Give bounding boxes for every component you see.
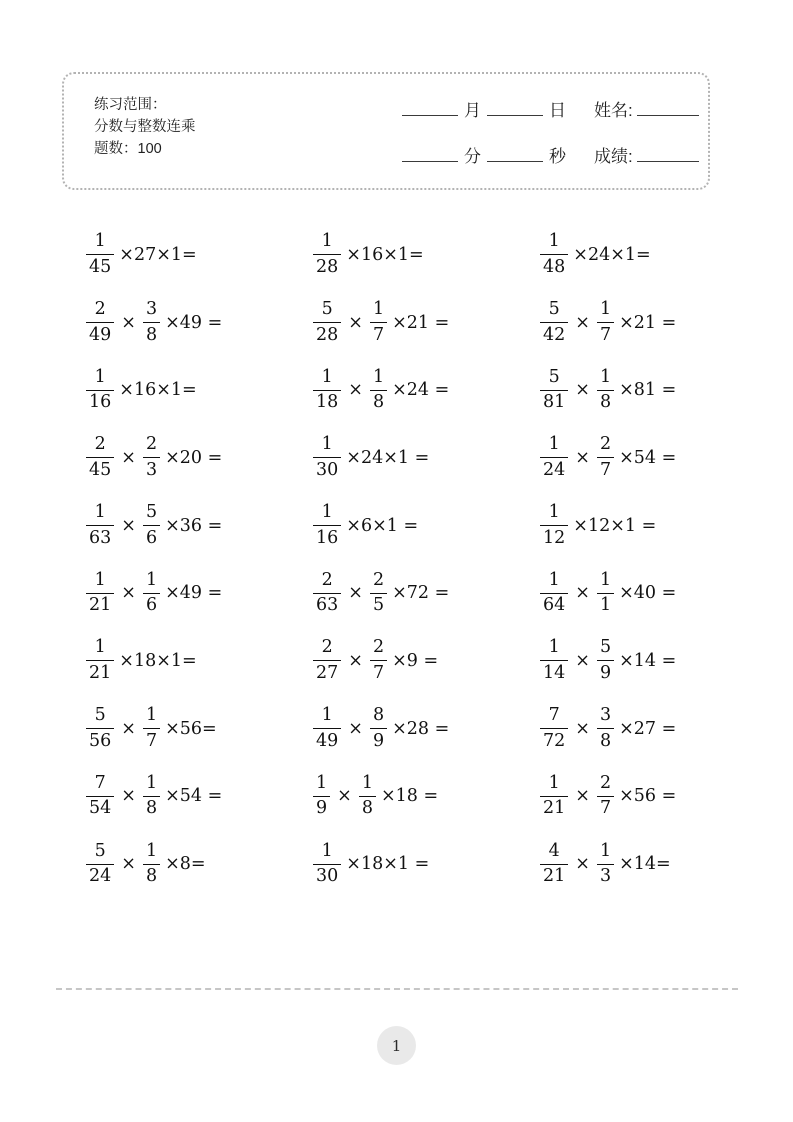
day-label: 日 xyxy=(549,101,566,120)
fraction xyxy=(540,639,568,682)
denominator: 12 xyxy=(540,525,568,547)
numerator: 2 xyxy=(372,569,385,590)
fraction xyxy=(86,707,114,750)
multiply-operator: × xyxy=(121,447,136,468)
numerator: 1 xyxy=(321,366,333,387)
denominator: 18 xyxy=(313,390,341,412)
name-blank xyxy=(637,101,699,116)
fraction xyxy=(313,366,341,413)
fraction xyxy=(597,301,614,344)
denominator: 16 xyxy=(313,525,341,547)
problem xyxy=(86,289,313,357)
denominator: 42 xyxy=(540,322,568,344)
denominator: 21 xyxy=(86,660,114,682)
denominator: 8 xyxy=(597,390,614,412)
numerator: 1 xyxy=(94,502,106,523)
denominator: 9 xyxy=(597,660,614,682)
problem xyxy=(540,424,746,492)
fraction xyxy=(597,436,614,479)
problem-tail: ×72 = xyxy=(392,583,450,604)
fraction xyxy=(370,366,387,413)
problem xyxy=(540,221,746,289)
fraction xyxy=(540,301,568,344)
problem xyxy=(540,830,746,898)
problems-grid xyxy=(86,221,746,898)
fraction xyxy=(359,772,376,819)
problem-tail: ×27 = xyxy=(619,718,677,739)
month-label: 月 xyxy=(464,101,481,120)
numerator: 1 xyxy=(321,231,333,252)
problem xyxy=(540,289,746,357)
numerator: 1 xyxy=(372,299,385,320)
multiply-operator: × xyxy=(121,515,136,536)
problem-tail: ×56= xyxy=(165,718,217,739)
denominator: 1 xyxy=(597,593,614,615)
multiply-operator: × xyxy=(575,786,590,807)
numerator: 1 xyxy=(321,840,333,861)
denominator: 8 xyxy=(597,728,614,750)
page-number: 1 xyxy=(391,1036,402,1055)
problem-tail: ×12×1 = xyxy=(573,515,657,536)
numerator: 1 xyxy=(321,502,333,523)
problem-tail: ×18 = xyxy=(380,786,439,807)
denominator: 72 xyxy=(540,728,568,750)
numerator: 1 xyxy=(145,569,158,590)
numerator: 1 xyxy=(145,840,158,861)
problem xyxy=(313,221,540,289)
denominator: 7 xyxy=(143,728,160,750)
fraction xyxy=(313,639,341,682)
fraction xyxy=(143,772,160,819)
fraction xyxy=(597,840,614,887)
fraction xyxy=(540,707,568,750)
problem-tail: ×24 = xyxy=(392,380,450,401)
fraction xyxy=(313,707,341,750)
fraction xyxy=(370,707,387,750)
minute-blank xyxy=(402,147,458,162)
problem-tail: ×21 = xyxy=(619,312,677,333)
denominator: 8 xyxy=(143,796,160,818)
problem xyxy=(86,763,313,831)
fraction xyxy=(370,569,387,616)
numerator: 5 xyxy=(548,299,560,320)
numerator: 1 xyxy=(361,772,373,793)
numerator: 1 xyxy=(548,637,560,658)
fraction xyxy=(540,436,568,479)
numerator: 5 xyxy=(599,637,612,658)
denominator: 14 xyxy=(540,660,568,682)
denominator: 21 xyxy=(540,864,568,886)
numerator: 1 xyxy=(548,434,560,455)
fill-in-fields xyxy=(402,96,699,188)
fraction xyxy=(540,504,568,547)
multiply-operator: × xyxy=(575,718,590,739)
problem-tail: ×28 = xyxy=(392,718,450,739)
problem xyxy=(313,830,540,898)
numerator: 1 xyxy=(145,772,158,793)
denominator: 7 xyxy=(597,457,614,479)
name-label: 姓名: xyxy=(594,101,633,120)
numerator: 1 xyxy=(548,772,560,793)
time-score-row xyxy=(402,142,699,172)
multiply-operator: × xyxy=(575,447,590,468)
denominator: 64 xyxy=(540,593,568,615)
problem xyxy=(313,492,540,560)
problem xyxy=(86,830,313,898)
denominator: 6 xyxy=(143,593,160,615)
fraction xyxy=(540,569,568,616)
problem-tail: ×49 = xyxy=(165,583,223,604)
denominator: 28 xyxy=(313,254,341,276)
numerator: 1 xyxy=(372,366,385,387)
fraction xyxy=(597,772,614,819)
problem xyxy=(86,221,313,289)
problem xyxy=(313,695,540,763)
fraction xyxy=(540,233,568,276)
fraction xyxy=(86,233,114,276)
worksheet-header-box xyxy=(62,72,710,190)
problem-tail: ×24×1= xyxy=(573,244,651,265)
multiply-operator: × xyxy=(348,380,363,401)
numerator: 5 xyxy=(321,299,333,320)
denominator: 8 xyxy=(143,864,160,886)
fraction xyxy=(86,436,114,479)
fraction xyxy=(313,569,341,616)
denominator: 8 xyxy=(359,796,376,818)
multiply-operator: × xyxy=(337,786,352,807)
fraction xyxy=(143,707,160,750)
multiply-operator: × xyxy=(575,583,590,604)
denominator: 8 xyxy=(143,322,160,344)
numerator: 5 xyxy=(94,840,106,861)
denominator: 81 xyxy=(540,390,568,412)
numerator: 2 xyxy=(321,569,333,590)
multiply-operator: × xyxy=(121,854,136,875)
multiply-operator: × xyxy=(348,583,363,604)
numerator: 2 xyxy=(372,637,385,658)
fraction xyxy=(313,233,341,276)
problem-tail: ×54 = xyxy=(619,447,677,468)
denominator: 27 xyxy=(313,660,341,682)
minute-label: 分 xyxy=(464,147,481,166)
fraction xyxy=(143,569,160,616)
denominator: 9 xyxy=(313,796,330,818)
denominator: 45 xyxy=(86,254,114,276)
numerator: 1 xyxy=(599,569,612,590)
denominator: 16 xyxy=(86,390,114,412)
fraction xyxy=(597,639,614,682)
problem-tail: ×9 = xyxy=(392,650,439,671)
denominator: 7 xyxy=(370,660,387,682)
fraction xyxy=(597,707,614,750)
denominator: 9 xyxy=(370,728,387,750)
problem-tail: ×20 = xyxy=(165,447,223,468)
problem xyxy=(540,627,746,695)
denominator: 8 xyxy=(370,390,387,412)
numerator: 8 xyxy=(372,705,385,726)
fraction xyxy=(540,772,568,819)
multiply-operator: × xyxy=(121,786,136,807)
problem-tail: ×14= xyxy=(619,854,671,875)
problem xyxy=(540,356,746,424)
denominator: 7 xyxy=(597,322,614,344)
numerator: 1 xyxy=(316,772,328,793)
numerator: 2 xyxy=(145,434,158,455)
fraction xyxy=(313,772,330,819)
fraction xyxy=(86,639,114,682)
denominator: 7 xyxy=(597,796,614,818)
fraction xyxy=(370,639,387,682)
numerator: 1 xyxy=(145,705,158,726)
problem-tail: ×27×1= xyxy=(119,244,197,265)
numerator: 2 xyxy=(321,637,333,658)
second-label: 秒 xyxy=(549,147,566,166)
problem-tail: ×6×1 = xyxy=(346,515,419,536)
numerator: 3 xyxy=(599,705,612,726)
second-blank xyxy=(487,147,543,162)
denominator: 24 xyxy=(540,457,568,479)
month-blank xyxy=(402,101,458,116)
problem xyxy=(86,424,313,492)
fraction xyxy=(143,504,160,547)
fraction xyxy=(86,301,114,344)
problem xyxy=(313,559,540,627)
problem-tail: ×36 = xyxy=(165,515,223,536)
problem-tail: ×16×1= xyxy=(346,244,424,265)
denominator: 45 xyxy=(86,457,114,479)
denominator: 49 xyxy=(313,728,341,750)
problem-tail: ×16×1= xyxy=(119,380,197,401)
denominator: 21 xyxy=(540,796,568,818)
problem-tail: ×49 = xyxy=(165,312,223,333)
problem xyxy=(86,492,313,560)
denominator: 63 xyxy=(86,525,114,547)
multiply-operator: × xyxy=(575,650,590,671)
footer-divider xyxy=(56,988,738,990)
fraction xyxy=(313,840,341,887)
denominator: 49 xyxy=(86,322,114,344)
problem xyxy=(86,627,313,695)
problem-tail: ×8= xyxy=(165,854,206,875)
numerator: 7 xyxy=(94,772,106,793)
fraction xyxy=(597,366,614,413)
fraction xyxy=(313,504,341,547)
day-blank xyxy=(487,101,543,116)
numerator: 1 xyxy=(321,434,333,455)
problem-tail: ×81 = xyxy=(619,380,677,401)
fraction xyxy=(86,840,114,887)
denominator: 54 xyxy=(86,796,114,818)
numerator: 7 xyxy=(548,705,560,726)
multiply-operator: × xyxy=(121,718,136,739)
numerator: 5 xyxy=(145,502,158,523)
problem-tail: ×24×1 = xyxy=(346,447,430,468)
denominator: 30 xyxy=(313,457,341,479)
problem xyxy=(540,695,746,763)
problem xyxy=(86,695,313,763)
numerator: 2 xyxy=(94,434,106,455)
fraction xyxy=(86,772,114,819)
problem xyxy=(313,424,540,492)
problem-tail: ×21 = xyxy=(392,312,450,333)
fraction xyxy=(143,436,160,479)
exercise-count: 题数：100 xyxy=(94,141,162,157)
multiply-operator: × xyxy=(121,312,136,333)
exercise-scope-label: 练习范围： xyxy=(94,97,167,113)
fraction xyxy=(86,366,114,413)
denominator: 63 xyxy=(313,593,341,615)
fraction xyxy=(143,301,160,344)
multiply-operator: × xyxy=(348,650,363,671)
denominator: 28 xyxy=(313,322,341,344)
fraction xyxy=(540,840,568,887)
problem xyxy=(86,356,313,424)
numerator: 1 xyxy=(548,231,560,252)
problem xyxy=(313,763,540,831)
numerator: 5 xyxy=(548,366,560,387)
problem xyxy=(313,356,540,424)
numerator: 1 xyxy=(548,502,560,523)
multiply-operator: × xyxy=(575,312,590,333)
problem-tail: ×18×1 = xyxy=(346,854,430,875)
score-blank xyxy=(637,147,699,162)
denominator: 5 xyxy=(370,593,387,615)
numerator: 1 xyxy=(94,569,106,590)
problem-tail: ×14 = xyxy=(619,650,677,671)
problem-tail: ×54 = xyxy=(165,786,223,807)
numerator: 1 xyxy=(321,705,333,726)
numerator: 1 xyxy=(599,366,612,387)
multiply-operator: × xyxy=(348,718,363,739)
problem xyxy=(540,763,746,831)
fraction xyxy=(370,301,387,344)
denominator: 48 xyxy=(540,254,568,276)
multiply-operator: × xyxy=(575,854,590,875)
problem xyxy=(313,289,540,357)
numerator: 1 xyxy=(94,637,106,658)
numerator: 1 xyxy=(94,366,106,387)
denominator: 7 xyxy=(370,322,387,344)
numerator: 2 xyxy=(599,772,612,793)
numerator: 3 xyxy=(145,299,158,320)
numerator: 2 xyxy=(599,434,612,455)
fraction xyxy=(86,504,114,547)
problem xyxy=(540,492,746,560)
fraction xyxy=(313,436,341,479)
denominator: 6 xyxy=(143,525,160,547)
fraction xyxy=(86,569,114,616)
denominator: 30 xyxy=(313,864,341,886)
numerator: 4 xyxy=(548,840,560,861)
numerator: 5 xyxy=(94,705,106,726)
numerator: 2 xyxy=(94,299,106,320)
exercise-info xyxy=(94,94,196,160)
denominator: 21 xyxy=(86,593,114,615)
denominator: 3 xyxy=(597,864,614,886)
fraction xyxy=(540,366,568,413)
numerator: 1 xyxy=(94,231,106,252)
problem xyxy=(86,559,313,627)
multiply-operator: × xyxy=(348,312,363,333)
page-number-badge xyxy=(377,1026,416,1065)
denominator: 56 xyxy=(86,728,114,750)
multiply-operator: × xyxy=(121,583,136,604)
problem xyxy=(540,559,746,627)
fraction xyxy=(143,840,160,887)
problem-tail: ×56 = xyxy=(619,786,677,807)
problem-tail: ×18×1= xyxy=(119,650,197,671)
numerator: 1 xyxy=(599,840,612,861)
denominator: 3 xyxy=(143,457,160,479)
fraction xyxy=(313,301,341,344)
numerator: 1 xyxy=(599,299,612,320)
exercise-scope-value: 分数与整数连乘 xyxy=(94,119,196,135)
problem xyxy=(313,627,540,695)
denominator: 24 xyxy=(86,864,114,886)
numerator: 1 xyxy=(548,569,560,590)
date-name-row xyxy=(402,96,699,126)
fraction xyxy=(597,569,614,616)
score-label: 成绩: xyxy=(594,147,633,166)
problem-tail: ×40 = xyxy=(619,583,677,604)
multiply-operator: × xyxy=(575,380,590,401)
